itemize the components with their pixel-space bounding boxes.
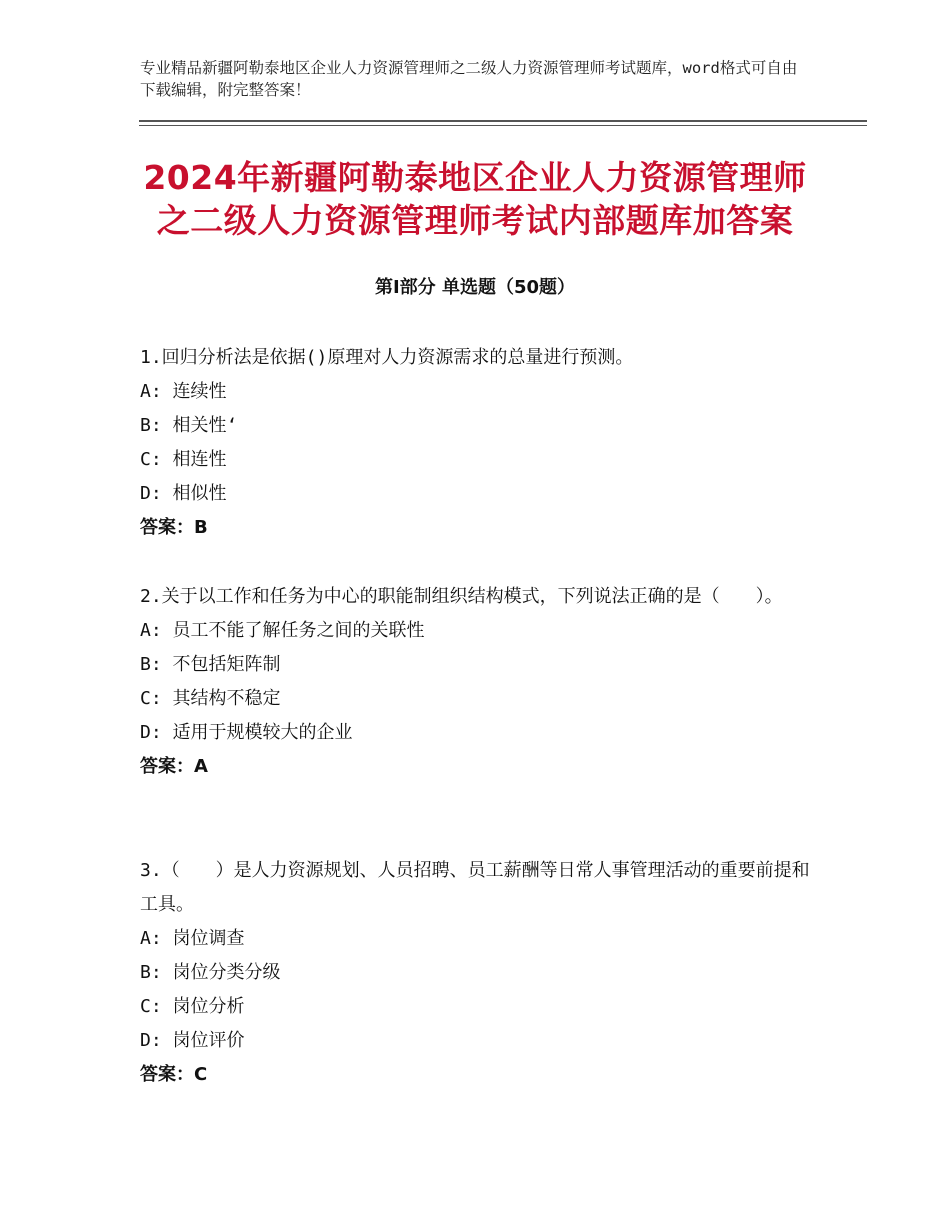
option-a: A: 员工不能了解任务之间的关联性 (140, 620, 425, 641)
option-b: B: 相关性‘ (140, 415, 238, 436)
document-title: 2024年新疆阿勒泰地区企业人力资源管理师之二级人力资源管理师考试内部题库加答案 (143, 158, 807, 240)
answer: 答案：B (140, 517, 208, 538)
option-a: A: 连续性 (140, 381, 227, 402)
question-stem: 2.关于以工作和任务为中心的职能制组织结构模式，下列说法正确的是（ ）。 (140, 586, 783, 607)
header-note: 专业精品新疆阿勒泰地区企业人力资源管理师之二级人力资源管理师考试题库，word格式可自由下载编辑，附完整答案！ (140, 59, 798, 99)
option-d: D: 岗位评价 (140, 1030, 245, 1051)
answer: 答案：A (140, 756, 208, 777)
option-c: C: 其结构不稳定 (140, 688, 281, 709)
section-heading: 第Ⅰ部分 单选题（50题） (374, 277, 575, 298)
question-1 (140, 341, 810, 545)
option-d: D: 适用于规模较大的企业 (140, 722, 353, 743)
question-3 (140, 854, 810, 1092)
option-c: C: 相连性 (140, 449, 227, 470)
option-b: B: 岗位分类分级 (140, 962, 281, 983)
question-stem: 3.（ ）是人力资源规划、人员招聘、员工薪酬等日常人事管理活动的重要前提和工具。 (140, 860, 810, 915)
option-c: C: 岗位分析 (140, 996, 245, 1017)
header-rule-thin (139, 125, 867, 126)
option-b: B: 不包括矩阵制 (140, 654, 281, 675)
option-a: A: 岗位调查 (140, 928, 245, 949)
question-2 (140, 580, 810, 784)
option-d: D: 相似性 (140, 483, 227, 504)
header-rule-thick (139, 120, 867, 122)
answer: 答案：C (140, 1064, 208, 1085)
question-stem: 1.回归分析法是依据()原理对人力资源需求的总量进行预测。 (140, 347, 634, 368)
